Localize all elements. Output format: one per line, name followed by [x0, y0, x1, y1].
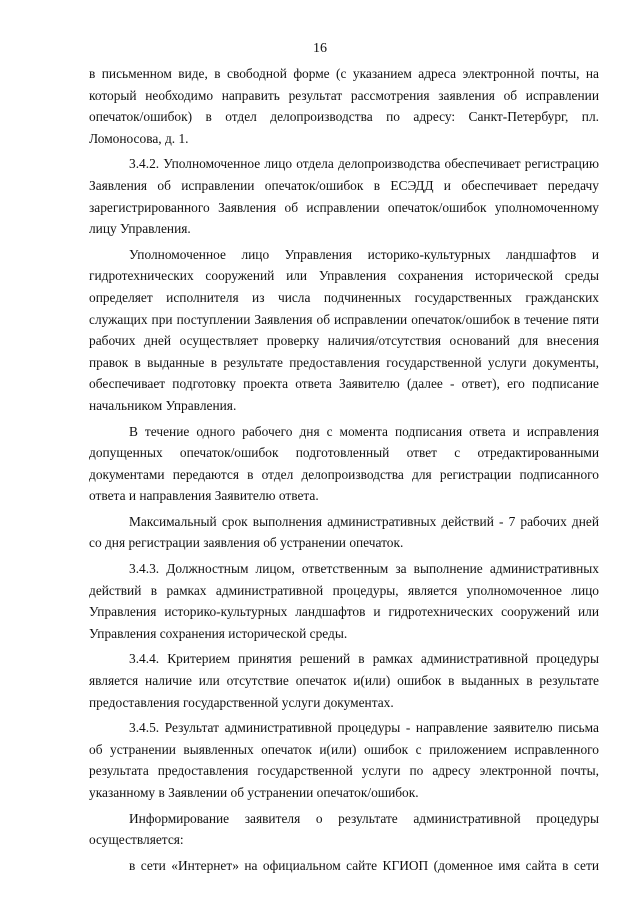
page-number: 16 [313, 41, 327, 56]
paragraph-informing: Информирование заявителя о результате административной процедуры осуществляется: [89, 810, 599, 848]
paragraph-3-4-5: 3.4.5. Результат административной процедуры - направление заявителю письма об устранении выявленных опечаток и(или) ошибок с приложением исправленного результата предоставления государственной услуги по адресу электронной почты, указанному в Заявлении об устранении опечаток/ошибок. [89, 720, 599, 800]
paragraph-3-4-4: 3.4.4. Критерием принятия решений в рамках административной процедуры является наличие или отсутствие опечаток и(или) ошибок в выданных в результате предоставления государственной услуги документах. [89, 651, 599, 710]
paragraph-3-4-3: 3.4.3. Должностным лицом, ответственным за выполнение административных действий в рамках административной процедуры, является уполномоченное лицо Управления историко-культурных ландшафтов и гидротехнических сооружений или Управления сохранения исторической среды. [89, 561, 599, 641]
paragraph-address-continuation: в письменном виде, в свободной форме (с указанием адреса электронной почты, на который необходимо направить результат рассмотрения заявления об исправлении опечаток/ошибок) в отдел делопроизводства по адресу: Санкт-Петербург, пл. Ломоносова, д. 1. [89, 66, 599, 146]
document-body [89, 63, 599, 880]
paragraph-responsible-person: Уполномоченное лицо Управления историко-культурных ландшафтов и гидротехнических сооружений или Управления сохранения исторической среды определяет исполнителя из числа подчиненных государственных гражданских служащих при поступлении Заявления об исправлении опечаток/ошибок в течение пяти рабочих дней осуществляет проверку наличия/отсутствия оснований для внесения правок в выданные в результате предоставления государственной услуги документы, обеспечивает подготовку проекта ответа Заявителю (далее - ответ), его подписание начальником Управления. [89, 246, 599, 413]
paragraph-internet-site: в сети «Интернет» на официальном сайте КГИОП (доменное имя сайта в сети [129, 857, 599, 873]
paragraph-3-4-2: 3.4.2. Уполномоченное лицо отдела делопроизводства обеспечивает регистрацию Заявления об исправлении опечаток/ошибок в ЕСЭДД и обеспечивает передачу зарегистрированного Заявления об исправлении опечаток/ошибок уполномоченному лицу Управления. [89, 156, 599, 237]
paragraph-maximum-term: Максимальный срок выполнения административных действий - 7 рабочих дней со дня регистрации заявления об устранении опечаток. [89, 513, 599, 551]
paragraph-one-working-day: В течение одного рабочего дня с момента подписания ответа и исправления допущенных опечаток/ошибок подготовленный ответ с отредактированными документами передаются в отдел делопроизводства для регистрации подписанного ответа и направления Заявителю ответа. [89, 423, 599, 504]
